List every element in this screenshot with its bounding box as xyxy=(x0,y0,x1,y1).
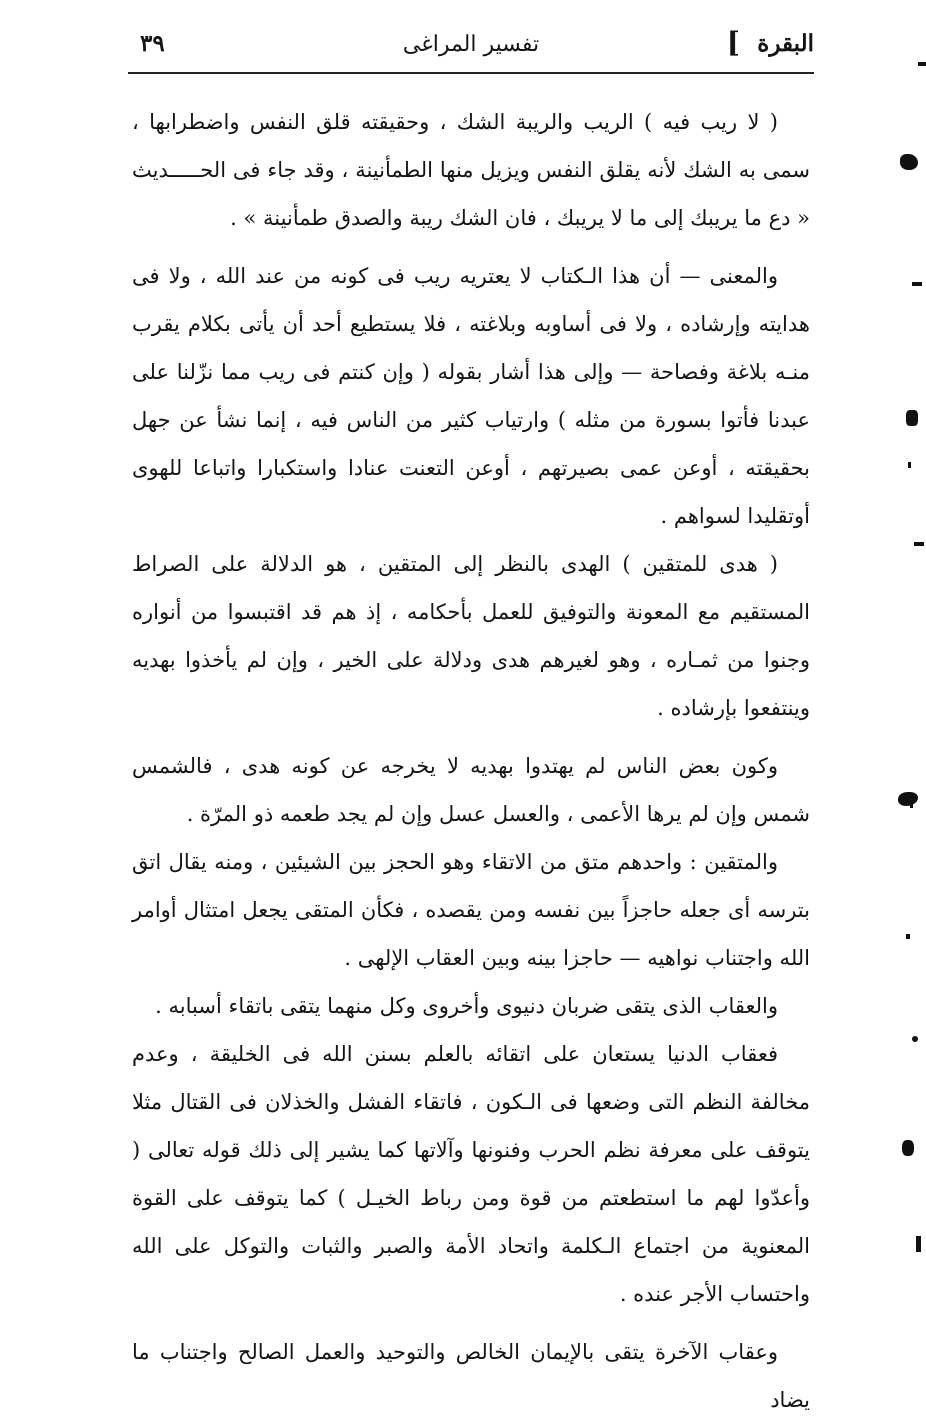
scan-speck xyxy=(914,542,924,546)
scan-speck xyxy=(906,934,910,939)
paragraph-worldly-punishment: فعقاب الدنيا يستعان على اتقائه بالعلم بسنن الله فى الخليقة ، وعدم مخالفة النظم التى وضعها فى الـكون ، فاتقاء الفشل والخذلان فى القتال مثلا يتوقف على معرفة نظم الحرب وفنونها وآلاتها كما يشير إلى ذلك قوله تعالى ( وأعدّوا لهم ما استطعتم من قوة ومن رباط الخيـل ) كما يتوقف على القوة المعنوية من اجتماع الـكلمة واتحاد الأمة والصبر والثبات والتوكل على الله واحتساب الأجر عنده . xyxy=(132,1042,810,1306)
scan-speck xyxy=(912,282,922,286)
paragraph-huda: ( هدى للمتقين ) الهدى بالنظر إلى المتقين ، هو الدلالة على الصراط المستقيم مع المعونة والتوفيق للعمل بأحكامه ، إذ هم قد اقتبسوا من أنواره وجنوا من ثمـاره ، وهو لغيرهم هدى ودلالة على الخير ، وإن لم يأخذوا بهديه وينتفعوا بإرشاده . xyxy=(132,552,810,720)
scan-speck xyxy=(898,792,918,806)
paragraph-meaning: والمعنى — أن هذا الـكتاب لا يعتريه ريب فى كونه من عند الله ، ولا فى هدايته وإرشاده ، ولا فى أساوبه وبلاغته ، فلا يستطيع أحد أن يأتى بكلام يقرب منـه بلاغة وفصاحة — وإلى هذا أشار بقوله ( وإن كنتم فى ريب مما نزّلنا على عبدنا فأتوا بسورة من مثله ) وارتياب كثير من الناس فيه ، إنما نشأ عن جهل بحقيقته ، أوعن عمى بصيرتهم ، أوعن التعنت عنادا واستكبارا واتباعا للهوى أوتقليدا لسواهم . xyxy=(132,264,810,528)
header-bracket: ] xyxy=(726,26,740,59)
scan-speck xyxy=(916,1236,921,1252)
header-rule xyxy=(128,72,814,74)
surah-name: البقرة xyxy=(757,30,814,57)
scan-speck xyxy=(912,1036,918,1042)
scan-speck xyxy=(918,62,926,66)
scan-speck xyxy=(908,462,911,468)
page-header xyxy=(128,26,814,72)
paragraph-two-punishments: والعقاب الذى يتقى ضربان دنيوى وأخروى وكل منهما يتقى باتقاء أسبابه . xyxy=(155,994,778,1018)
scan-speck xyxy=(900,154,918,170)
book-title: تفسير المراغى xyxy=(402,32,540,57)
paragraph-sun-analogy: وكون بعض الناس لم يهتدوا بهديه لا يخرجه عن كونه هدى ، فالشمس شمس وإن لم يرها الأعمى ، والعسل عسل وإن لم يجد طعمه ذو المرّة . xyxy=(132,754,810,826)
scan-speck xyxy=(906,410,918,426)
body-text xyxy=(132,98,810,1424)
paragraph-muttaqin: والمتقين : واحدهم متق من الاتقاء وهو الحجز بين الشيئين ، ومنه يقال اتق بترسه أى جعله حاجزاً بين نفسه ومن يقصده ، فكأن المتقى يجعل امتثال أوامر الله واجتناب نواهيه — حاجزا بينه وبين العقاب الإلهى . xyxy=(132,850,810,970)
page-number: ٣٩ xyxy=(140,30,165,57)
paragraph-afterlife-punishment: وعقاب الآخرة يتقى بالإيمان الخالص والتوحيد والعمل الصالح واجتناب ما يضاد xyxy=(132,1340,810,1412)
scan-speck xyxy=(902,1140,914,1156)
paragraph-la-rayb: ( لا ريب فيه ) الريب والريبة الشك ، وحقيقته قلق النفس واضطرابها ، سمى به الشك لأنه يقلق النفس ويزيل منها الطمأنينة ، وقد جاء فى الحـــــديث « دع ما يريبك إلى ما لا يريبك ، فان الشك ريبة والصدق طمأنينة » . xyxy=(132,110,810,230)
